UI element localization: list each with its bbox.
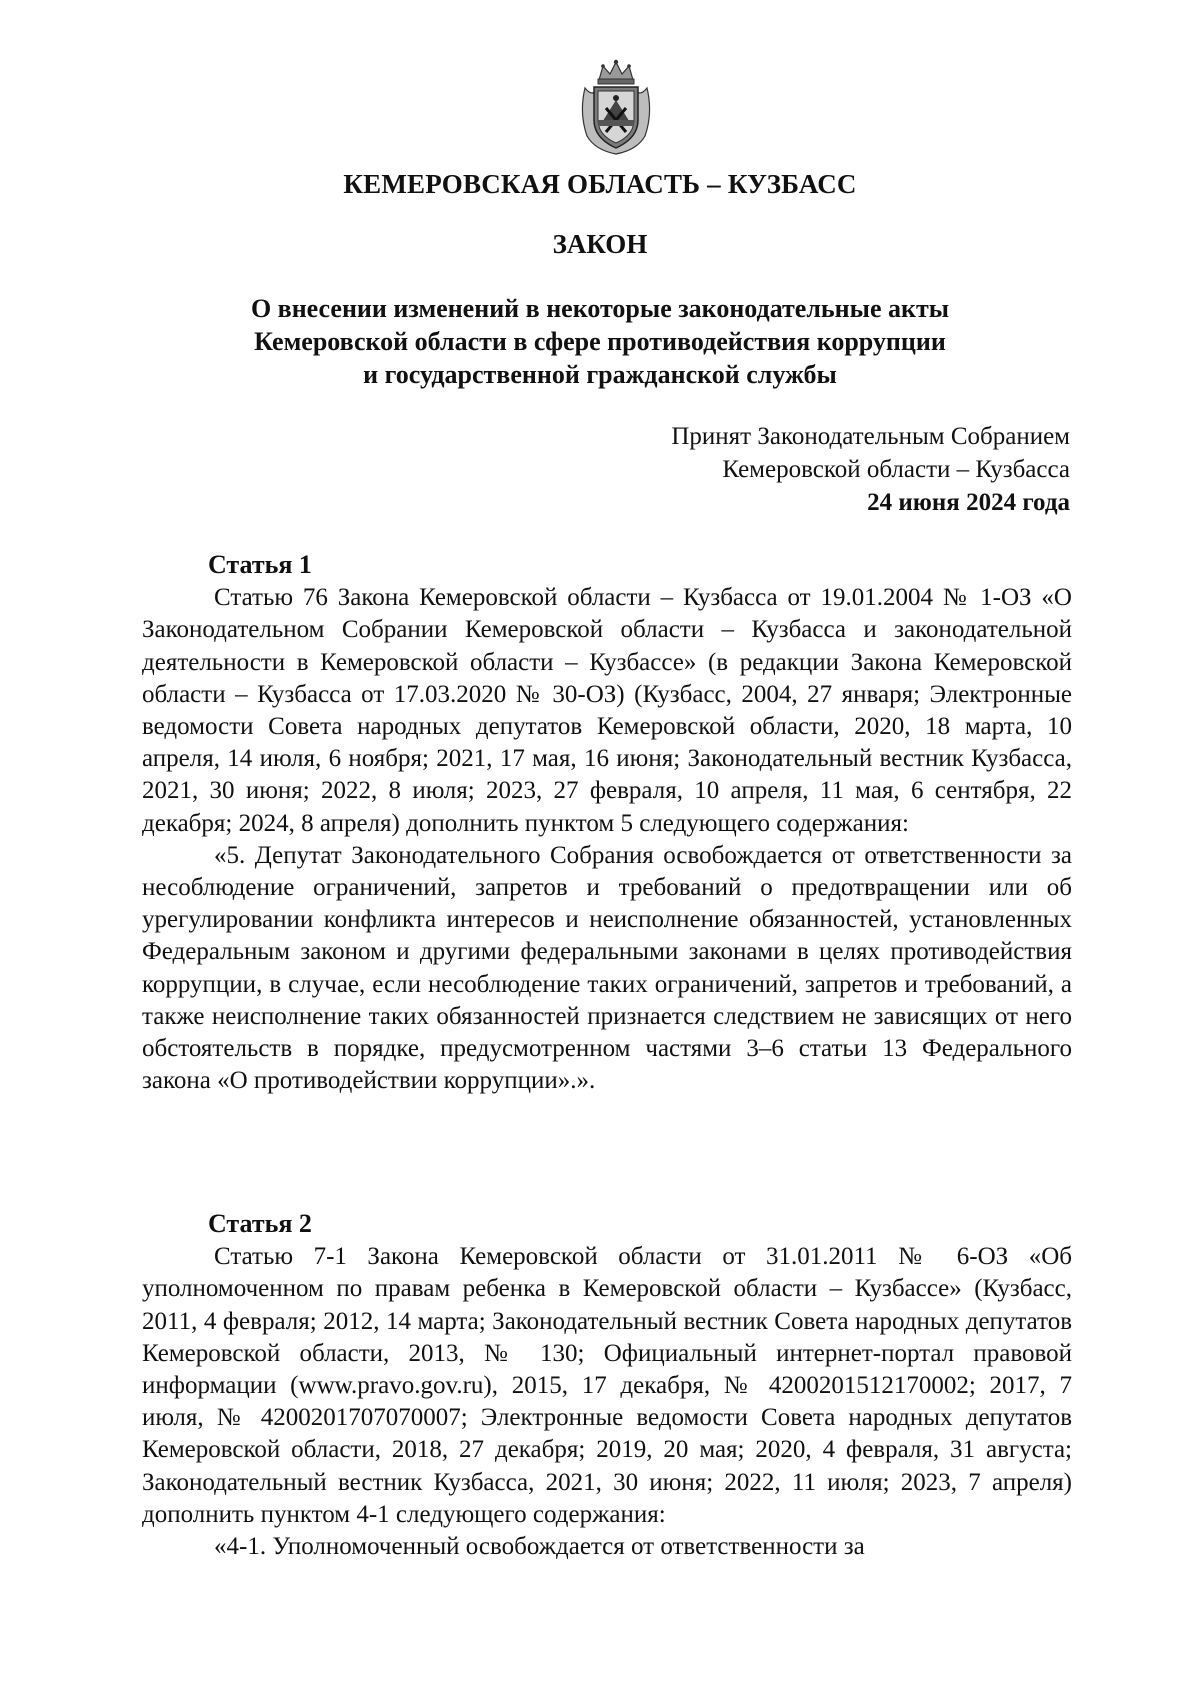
article-paragraph: Статью 7-1 Закона Кемеровской области от 31.01.2011 № 6-ОЗ «Об уполномоченном по правам ребенка в Кемеровской области – Кузбассе» (Кузбасс, 2011, 4 февраля; 2012, 14 марта; Законодательный вестник Совета народных депутатов Кемеровской области, 2013, № 130; Официальный интернет-портал правовой информации (www.pravo.gov.ru), 2015, 17 декабря, № 4200201512170002; 2017, 7 июля, № 4200201707070007; Электронные ведомости Совета народных депутатов Кемеровской области, 2018, 27 декабря; 2019, 20 мая; 2020, 4 февраля, 31 августа; Законодательный вестник Кузбасса, 2021, 30 июня; 2022, 11 июля; 2023, 7 апреля) дополнить пунктом 4-1 следующего содержания: xyxy=(142,1243,1072,1528)
article-1 xyxy=(142,549,1072,1097)
region-title: КЕМЕРОВСКАЯ ОБЛАСТЬ – КУЗБАСС xyxy=(343,169,857,199)
document-type: ЗАКОН xyxy=(552,229,648,259)
law-title-line: О внесении изменений в некоторые законодательные акты xyxy=(250,294,950,323)
article-heading: Статья 1 xyxy=(208,550,312,579)
article-paragraph: «4-1. Уполномоченный освобождается от ответственности за xyxy=(214,1533,865,1561)
adoption-date: 24 июня 2024 года xyxy=(867,489,1070,516)
law-title xyxy=(0,292,1200,391)
coat-of-arms-icon xyxy=(577,58,655,156)
adoption-block xyxy=(671,420,1070,519)
adoption-line: Кемеровской области – Кузбасса xyxy=(722,456,1070,483)
article-paragraph: Статью 76 Закона Кемеровской области – Кузбасса от 19.01.2004 № 1-ОЗ «О Законодательном Собрании Кемеровской области – Кузбасса и законодательной деятельности в Кемеровской области – Кузбассе» (в редакции Закона Кемеровской области – Кузбасса от 17.03.2020 № 30-ОЗ) (Кузбасс, 2004, 27 января; Электронные ведомости Совета народных депутатов Кемеровской области, 2020, 18 марта, 10 апреля, 14 июля, 6 ноября; 2021, 17 мая, 16 июня; Законодательный вестник Кузбасса, 2021, 30 июня; 2022, 8 июля; 2023, 27 февраля, 10 апреля, 11 мая, 6 сентября, 22 декабря; 2024, 8 апреля) дополнить пунктом 5 следующего содержания: xyxy=(142,584,1072,837)
law-title-line: и государственной гражданской службы xyxy=(363,360,837,389)
law-title-line: Кемеровской области в сфере противодействия коррупции xyxy=(254,327,946,356)
article-heading: Статья 2 xyxy=(208,1209,312,1238)
adoption-line: Принят Законодательным Собранием xyxy=(671,423,1070,450)
article-2 xyxy=(142,1208,1072,1563)
article-paragraph: «5. Депутат Законодательного Собрания освобождается от ответственности за несоблюдение ограничений, запретов и требований о предотвращении или об урегулировании конфликта интересов и неисполнение обязанностей, установленных Федеральным законом и другими федеральными законами в целях противодействия коррупции, в случае, если несоблюдение таких ограничений, запретов и требований, а также неисполнение таких обязанностей признается следствием не зависящих от него обстоятельств в порядке, предусмотренном частями 3–6 статьи 13 Федерального закона «О противодействии коррупции».». xyxy=(142,841,1072,1095)
